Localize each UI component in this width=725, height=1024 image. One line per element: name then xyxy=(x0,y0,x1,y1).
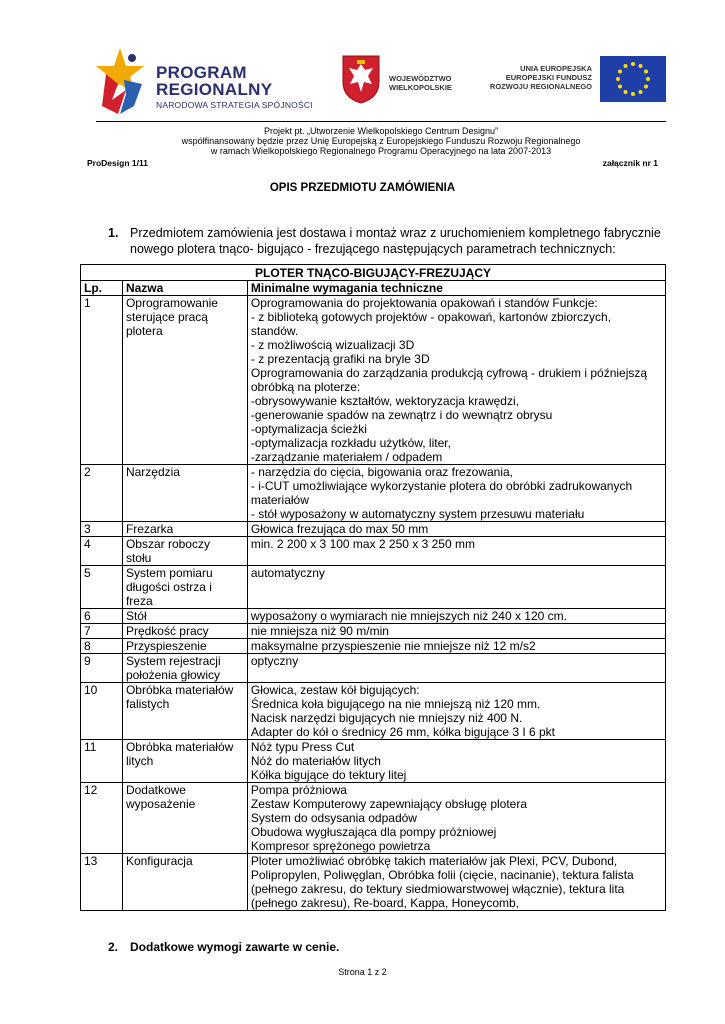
table-row xyxy=(81,609,666,624)
requirement-line: -optymalizacja ścieżki xyxy=(250,422,367,436)
section-2-text: Dodatkowe wymogi zawarte w cenie. xyxy=(130,940,340,954)
requirement-line: materiałów xyxy=(250,493,309,507)
row-name xyxy=(122,465,247,522)
requirement-line: Pompa próżniowa xyxy=(250,783,347,797)
program-logo-title: PROGRAM REGIONALNY xyxy=(156,63,273,99)
requirement-line: -optymalizacja rozkładu użytków, liter, xyxy=(250,436,451,450)
row-number: 9 xyxy=(81,654,123,683)
row-number: 2 xyxy=(81,465,123,522)
requirement-line: nie mniejsza niż 90 m/min xyxy=(250,624,389,638)
intro-text: Przedmiotem zamówienia jest dostawa i montaż wraz z uruchomieniem kompletnego fabrycznie nowego plotera tnąco- bigująco - frezującego następujących parametrach technicznych: xyxy=(130,226,661,256)
requirement-line: Głowica frezująca do max 50 mm xyxy=(250,522,429,536)
row-requirements xyxy=(247,683,665,740)
row-name xyxy=(122,296,247,465)
table-row xyxy=(81,566,666,609)
column-header-lp: Lp. xyxy=(81,281,123,296)
name-line: sterujące pracą xyxy=(125,310,208,324)
column-header-name: Nazwa xyxy=(122,281,247,296)
row-requirements xyxy=(247,740,665,783)
wielkopolska-logo xyxy=(341,54,461,110)
requirement-line: optyczny xyxy=(250,654,299,668)
row-name xyxy=(122,609,247,624)
name-line: wyposażenie xyxy=(125,797,196,811)
requirement-line: Głowica, zestaw kół bigujących: xyxy=(250,683,420,697)
table-row xyxy=(81,683,666,740)
row-requirements xyxy=(247,654,665,683)
name-line: Oprogramowanie xyxy=(125,296,218,310)
requirement-line: - i-CUT umożliwiające wykorzystanie plotera do obróbki zadrukowanych xyxy=(250,479,633,493)
row-name xyxy=(122,654,247,683)
requirement-line: Nóż typu Press Cut xyxy=(250,740,355,754)
requirement-line: Nóż do materiałów litych xyxy=(250,754,381,768)
row-name xyxy=(122,522,247,537)
name-line: System pomiaru xyxy=(125,566,213,580)
row-requirements xyxy=(247,522,665,537)
row-name xyxy=(122,566,247,609)
document-title: OPIS PRZEDMIOTU ZAMÓWIENIA xyxy=(269,182,456,194)
region-logo-text: WOJEWÓDZTWO WIELKOPOLSKIE xyxy=(389,74,452,92)
row-number: 12 xyxy=(81,783,123,854)
name-line: Obszar roboczy xyxy=(125,537,210,551)
requirement-line: Kompresor sprężonego powietrza xyxy=(250,839,431,853)
header-logos xyxy=(96,42,666,120)
reference-number: ProDesign 1/11 xyxy=(87,158,148,168)
row-number: 6 xyxy=(81,609,123,624)
row-number: 10 xyxy=(81,683,123,740)
spec-table xyxy=(80,264,666,911)
requirement-line: - stół wyposażony w automatyczny system przesuwu materiału xyxy=(250,507,585,521)
table-row xyxy=(81,296,666,465)
attachment-label: załącznik nr 1 xyxy=(602,158,658,168)
section-2-number: 2. xyxy=(108,940,119,954)
eu-flag-icon xyxy=(600,56,666,102)
requirement-line: -zarządzanie materiałem / odpadem xyxy=(250,450,443,464)
row-number: 7 xyxy=(81,624,123,639)
requirement-line: - narzędzia do cięcia, bigowania oraz frezowania, xyxy=(250,465,514,479)
name-line: Stół xyxy=(125,609,147,623)
row-requirements xyxy=(247,609,665,624)
row-requirements xyxy=(247,537,665,566)
row-requirements xyxy=(247,624,665,639)
requirement-line: Zestaw Komputerowy zapewniający obsługę plotera xyxy=(250,797,528,811)
row-name xyxy=(122,854,247,911)
row-requirements xyxy=(247,566,665,609)
requirement-line: Oprogramowania do projektowania opakowań i standów Funkcje: xyxy=(250,296,598,310)
program-logo-subtitle: NARODOWA STRATEGIA SPÓJNOŚCI xyxy=(156,100,313,110)
table-row xyxy=(81,522,666,537)
name-line: Konfiguracja xyxy=(125,854,193,868)
requirement-line: standów. xyxy=(250,324,299,338)
table-row xyxy=(81,740,666,783)
requirement-line: -obrysowywanie kształtów, wektoryzacja krawędzi, xyxy=(250,394,519,408)
requirement-line: Obudowa wygłuszająca dla pompy próżniowej xyxy=(250,825,497,839)
row-name xyxy=(122,537,247,566)
requirement-line: - z możliwością wizualizacji 3D xyxy=(250,338,415,352)
column-header-requirements: Minimalne wymagania techniczne xyxy=(247,281,665,296)
requirement-line: (pełnego zakresu), Re-board, Kappa, Honeycomb, xyxy=(250,896,520,910)
header-divider xyxy=(96,121,666,122)
requirement-line: -generowanie spadów na zewnątrz i do wewnątrz obrysu xyxy=(250,408,553,422)
name-line: System rejestracji xyxy=(125,654,221,668)
intro-number: 1. xyxy=(108,226,119,240)
table-caption: PLOTER TNĄCO-BIGUJĄCY-FREZUJĄCY xyxy=(81,265,666,281)
project-line-2: współfinansowany będzie przez Unię Europejską z Europejskiego Funduszu Rozwoju Regionalnego xyxy=(181,136,581,146)
program-regionalny-logo xyxy=(96,44,311,116)
eagle-crest-icon xyxy=(341,54,381,104)
requirement-line: Kółka bigujące do tektury litej xyxy=(250,768,407,782)
name-line: położenia głowicy xyxy=(125,668,220,682)
row-name xyxy=(122,624,247,639)
star-mark-icon xyxy=(96,44,146,116)
table-row xyxy=(81,854,666,911)
eu-logo xyxy=(486,56,666,106)
row-name xyxy=(122,783,247,854)
section-2 xyxy=(108,940,339,954)
requirement-line: Adapter do kół o średnicy 26 mm, kółka bigujące 3 I 6 pkt xyxy=(250,725,556,739)
requirement-line: Oprogramowania do zarządzania produkcją cyfrową - drukiem i późniejszą xyxy=(250,366,648,380)
row-requirements xyxy=(247,465,665,522)
project-line-3: w ramach Wielkopolskiego Regionalnego Programu Operacyjnego na lata 2007-2013 xyxy=(210,146,552,156)
name-line: Obróbka materiałów xyxy=(125,740,234,754)
row-requirements xyxy=(247,639,665,654)
eu-logo-text: UNIA EUROPEJSKA EUROPEJSKI FUNDUSZ ROZWOJU REGIONALNEGO xyxy=(489,64,592,91)
table-row xyxy=(81,639,666,654)
name-line: Dodatkowe xyxy=(125,783,186,797)
requirement-line: Ploter umożliwiać obróbkę takich materiałów jak Plexi, PCV, Dubond, xyxy=(250,854,618,868)
page-footer: Strona 1 z 2 xyxy=(338,967,387,977)
project-line-1: Projekt pt. „Utworzenie Wielkopolskiego Centrum Designu” xyxy=(263,126,499,136)
row-number: 11 xyxy=(81,740,123,783)
row-name xyxy=(122,683,247,740)
table-row xyxy=(81,654,666,683)
row-number: 13 xyxy=(81,854,123,911)
name-line: freza xyxy=(125,594,153,608)
requirement-line: System do odsysania odpadów xyxy=(250,811,417,825)
name-line: falistych xyxy=(125,697,170,711)
table-header-row xyxy=(81,281,666,296)
name-line: długości ostrza i xyxy=(125,580,212,594)
requirement-line: Nacisk narzędzi bigujących nie mniejszy niż 400 N. xyxy=(250,711,523,725)
requirement-line: min. 2 200 x 3 100 max 2 250 x 3 250 mm xyxy=(250,537,475,551)
row-number: 1 xyxy=(81,296,123,465)
row-number: 5 xyxy=(81,566,123,609)
name-line: plotera xyxy=(125,324,163,338)
row-requirements xyxy=(247,854,665,911)
name-line: Prędkość pracy xyxy=(125,624,209,638)
requirement-line: wyposażony o wymiarach nie mniejszych niż 240 x 120 cm. xyxy=(250,609,567,623)
requirement-line: Polipropylen, Poliwęglan, Obróbka folii (cięcie, nacinanie), tektura falista xyxy=(250,868,634,882)
name-line: Frezarka xyxy=(125,522,174,536)
table-row xyxy=(81,624,666,639)
row-requirements xyxy=(247,296,665,465)
row-number: 4 xyxy=(81,537,123,566)
table-row xyxy=(81,783,666,854)
requirement-line: - z prezentacją grafiki na bryle 3D xyxy=(250,352,430,366)
table-row xyxy=(81,537,666,566)
table-row xyxy=(81,465,666,522)
requirement-line: automatyczny xyxy=(250,566,325,580)
row-number: 8 xyxy=(81,639,123,654)
name-line: Obróbka materiałów xyxy=(125,683,234,697)
name-line: stołu xyxy=(125,551,152,565)
row-name xyxy=(122,740,247,783)
requirement-line: (pełnego zakresu, do tektury siedmiowarstwowej włącznie), tektura lita xyxy=(250,882,625,896)
row-name xyxy=(122,639,247,654)
name-line: litych xyxy=(125,754,154,768)
row-requirements xyxy=(247,783,665,854)
requirement-line: Średnica koła bigującego na nie mniejszą niż 120 mm. xyxy=(250,697,541,711)
requirement-line: maksymalne przyspieszenie nie mniejsze niż 12 m/s2 xyxy=(250,639,536,653)
name-line: Przyspieszenie xyxy=(125,639,207,653)
name-line: Narzędzia xyxy=(125,465,180,479)
row-number: 3 xyxy=(81,522,123,537)
requirement-line: - z biblioteką gotowych projektów - opakowań, kartonów zbiorczych, xyxy=(250,310,612,324)
requirement-line: obróbką na ploterze: xyxy=(250,380,361,394)
